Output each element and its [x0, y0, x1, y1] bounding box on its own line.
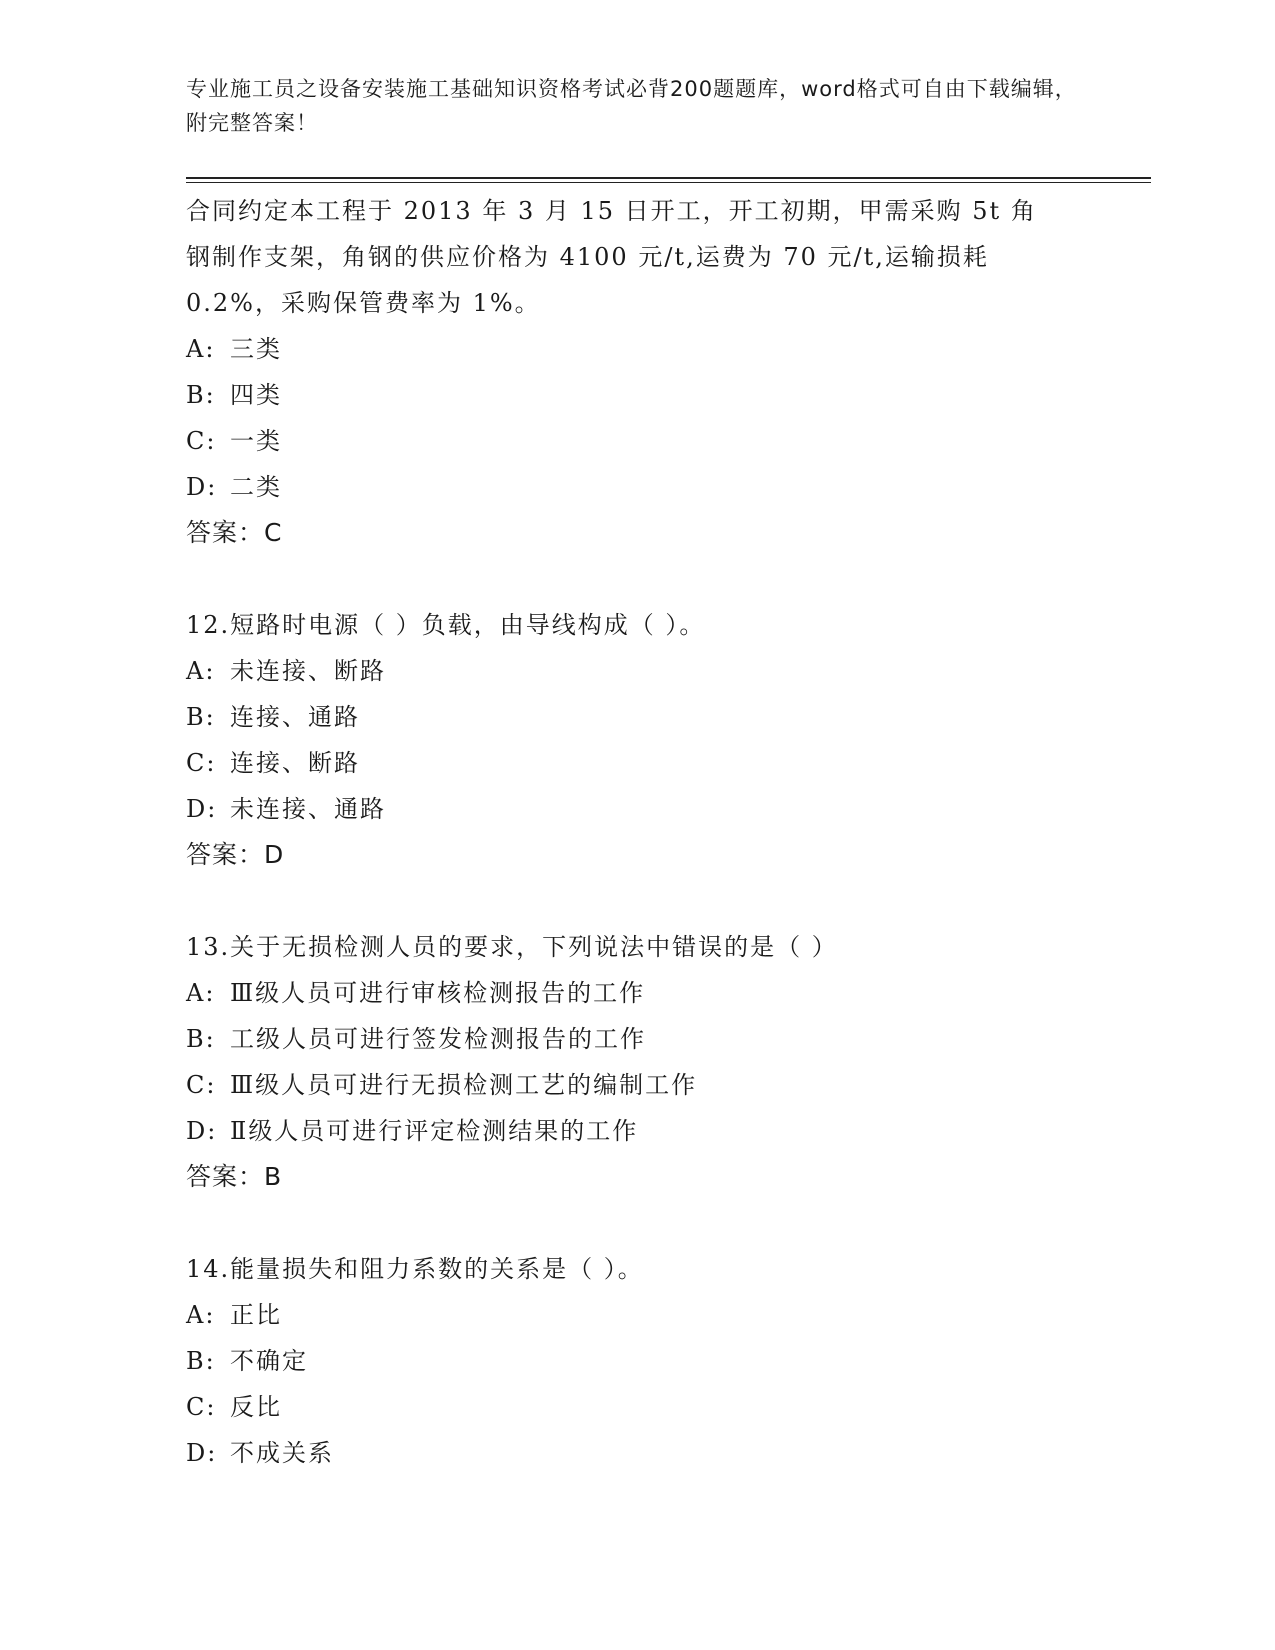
option-a [186, 648, 1086, 694]
option-text: 连接、断路 [230, 749, 360, 777]
option-text: 工级人员可进行签发检测报告的工作 [230, 1025, 646, 1053]
option-d [186, 464, 1086, 510]
option-c [186, 1062, 1086, 1108]
option-b [186, 372, 1086, 418]
question-stem: 13.关于无损检测人员的要求，下列说法中错误的是（ ） [186, 933, 838, 961]
option-label: C: [186, 749, 217, 777]
option-text: 连接、通路 [230, 703, 360, 731]
option-label: B: [186, 1025, 216, 1053]
option-label: A: [186, 335, 216, 363]
option-label: A: [186, 657, 216, 685]
option-text: 未连接、通路 [230, 795, 386, 823]
option-text: Ⅲ级人员可进行审核检测报告的工作 [230, 979, 646, 1007]
option-text: Ⅲ级人员可进行无损检测工艺的编制工作 [230, 1071, 698, 1099]
question-list [186, 188, 1086, 1476]
question-stem-line: 合同约定本工程于 2013 年 3 月 15 日开工，开工初期，甲需采购 5t 角 [186, 197, 1037, 225]
option-text: 不确定 [230, 1347, 308, 1375]
option-label: A: [186, 979, 216, 1007]
option-text: 一类 [230, 427, 282, 455]
option-text: 不成关系 [230, 1439, 334, 1467]
question-stem: 12.短路时电源（ ）负载，由导线构成（ ）。 [186, 611, 706, 639]
option-label: C: [186, 1071, 217, 1099]
option-label: D: [186, 1439, 218, 1467]
option-c [186, 418, 1086, 464]
option-a [186, 970, 1086, 1016]
option-b [186, 1016, 1086, 1062]
option-label: D: [186, 1117, 218, 1145]
question-spacer [186, 1200, 1086, 1246]
question-stem-line: 0.2%，采购保管费率为 1%。 [186, 289, 541, 317]
question-13 [186, 924, 1086, 1200]
document-header: 专业施工员之设备安装施工基础知识资格考试必背200题题库，word格式可自由下载编辑，附完整答案！ [186, 77, 1077, 135]
answer-line: 答案：C [186, 518, 283, 547]
option-text: 反比 [230, 1393, 282, 1421]
option-d [186, 786, 1086, 832]
option-label: D: [186, 473, 218, 501]
option-label: C: [186, 427, 217, 455]
answer-line: 答案：D [186, 840, 285, 869]
header-divider-thin [186, 182, 1151, 183]
option-text: Ⅱ级人员可进行评定检测结果的工作 [230, 1117, 639, 1145]
option-label: C: [186, 1393, 217, 1421]
question-14 [186, 1246, 1086, 1476]
option-text: 二类 [230, 473, 282, 501]
option-c [186, 1384, 1086, 1430]
question-spacer [186, 878, 1086, 924]
question-stem: 14.能量损失和阻力系数的关系是（ ）。 [186, 1255, 644, 1283]
option-c [186, 740, 1086, 786]
question-spacer [186, 556, 1086, 602]
option-b [186, 694, 1086, 740]
option-text: 正比 [230, 1301, 282, 1329]
answer-line: 答案：B [186, 1162, 283, 1191]
option-text: 三类 [230, 335, 282, 363]
option-label: B: [186, 703, 216, 731]
option-label: B: [186, 1347, 216, 1375]
question-11 [186, 188, 1086, 556]
option-d [186, 1108, 1086, 1154]
header-divider-thick [186, 177, 1151, 179]
option-label: B: [186, 381, 216, 409]
option-text: 未连接、断路 [230, 657, 386, 685]
option-text: 四类 [230, 381, 282, 409]
option-a [186, 1292, 1086, 1338]
question-stem-line: 钢制作支架，角钢的供应价格为 4100 元/t,运费为 70 元/t,运输损耗 [186, 243, 989, 271]
option-b [186, 1338, 1086, 1384]
option-a [186, 326, 1086, 372]
option-label: A: [186, 1301, 216, 1329]
option-d [186, 1430, 1086, 1476]
question-12 [186, 602, 1086, 878]
option-label: D: [186, 795, 218, 823]
